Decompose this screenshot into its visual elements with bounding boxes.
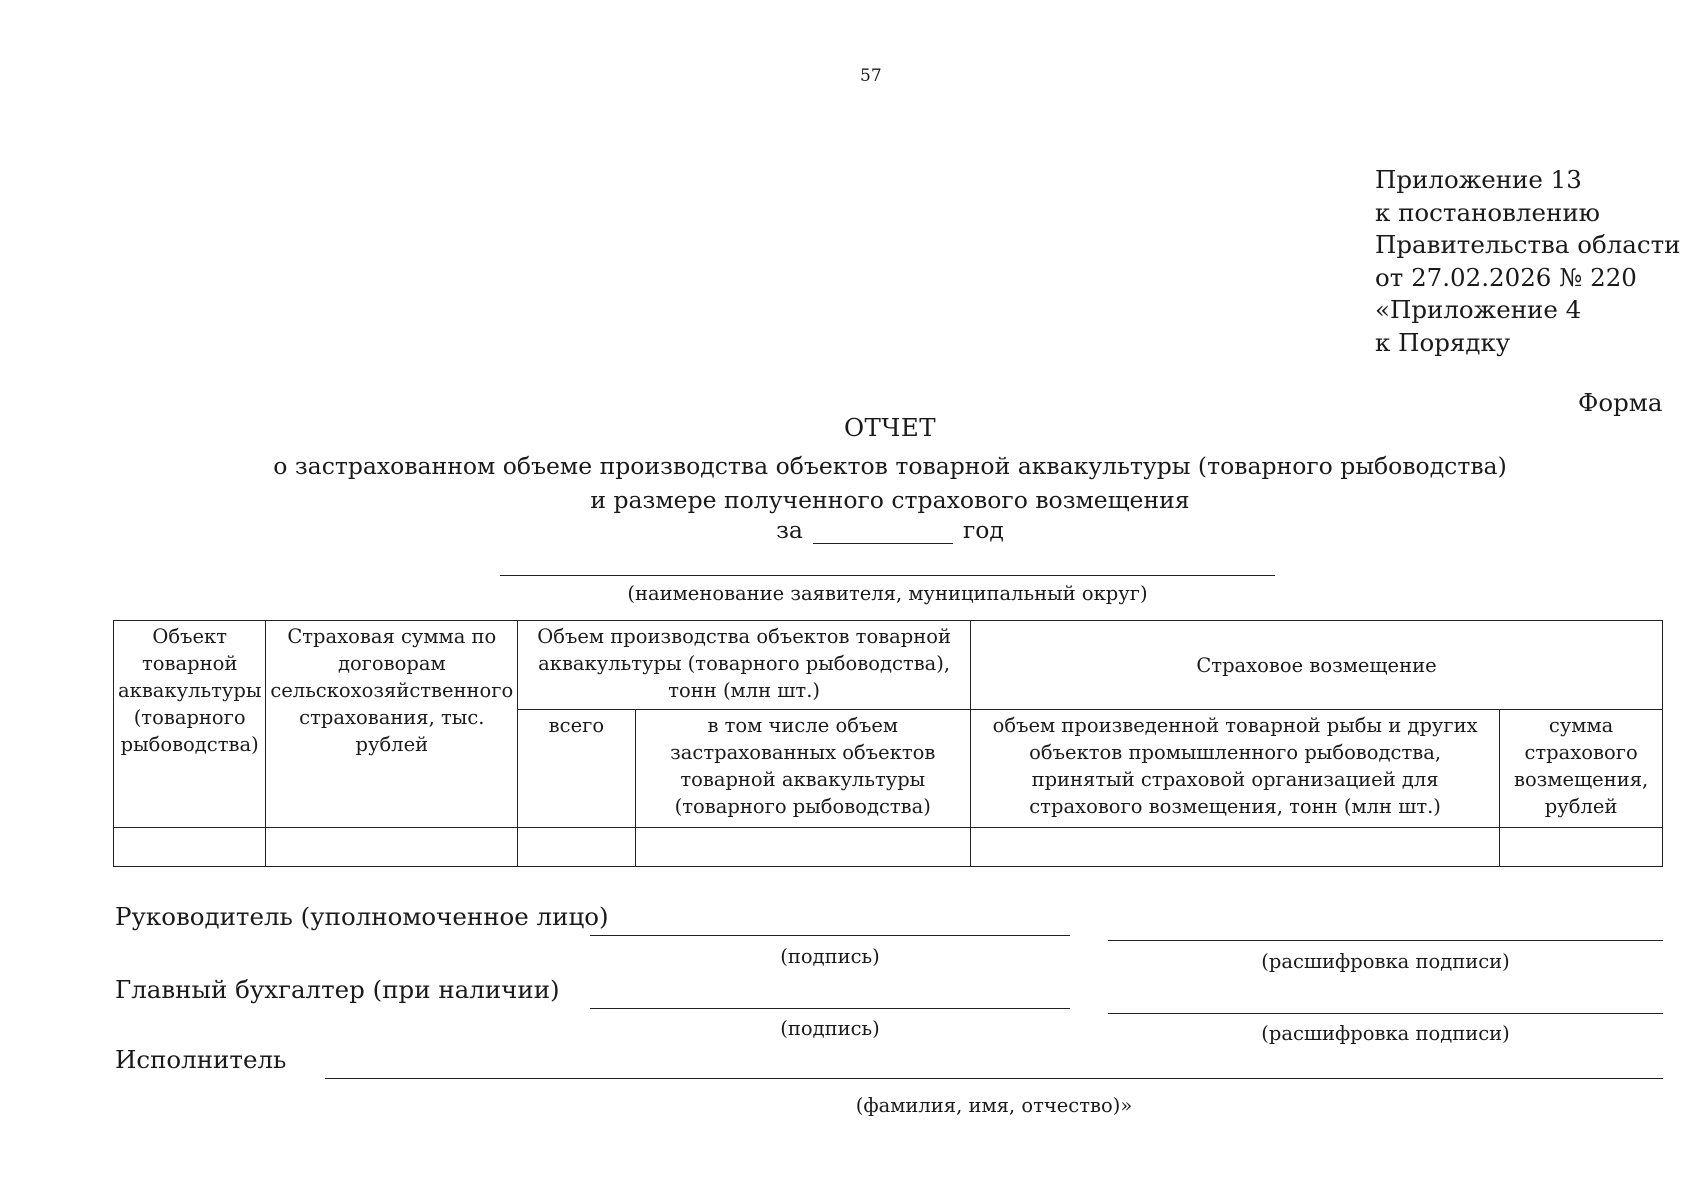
table-row xyxy=(114,828,1663,867)
head-signature-field[interactable] xyxy=(590,935,1070,936)
applicant-field[interactable] xyxy=(500,575,1275,576)
subtitle-line-2: и размере полученного страхового возмещения xyxy=(590,486,1190,514)
cell-insured-sum[interactable] xyxy=(266,828,518,867)
header-compensation-group: Страховое возмещение xyxy=(971,621,1663,710)
report-subtitle xyxy=(0,449,1697,517)
year-field[interactable] xyxy=(813,519,953,544)
head-decoding-caption: (расшифровка подписи) xyxy=(1261,950,1510,973)
appendix-line: «Приложение 4 xyxy=(1375,295,1582,324)
cell-accepted-volume[interactable] xyxy=(971,828,1500,867)
executor-fio-caption: (фамилия, имя, отчество)» xyxy=(855,1094,1133,1117)
year-suffix: год xyxy=(962,516,1004,544)
appendix-line: Приложение 13 xyxy=(1375,165,1582,194)
appendix-block xyxy=(1375,164,1680,359)
head-decoding-field[interactable] xyxy=(1108,940,1663,941)
appendix-line: Правительства области xyxy=(1375,230,1681,259)
head-label: Руководитель (уполномоченное лицо) xyxy=(115,902,609,931)
executor-fio-field[interactable] xyxy=(325,1078,1663,1079)
table-header-row xyxy=(114,621,1663,710)
cell-total[interactable] xyxy=(518,828,635,867)
executor-label: Исполнитель xyxy=(115,1045,287,1074)
accountant-signature-caption: (подпись) xyxy=(780,1017,880,1040)
report-title: ОТЧЕТ xyxy=(843,413,937,442)
appendix-line: от 27.02.2026 № 220 xyxy=(1375,262,1637,292)
header-insured-sum: Страховая сумма по договорам сельскохозяйственного страхования, тыс. рублей xyxy=(266,621,518,828)
accountant-decoding-caption: (расшифровка подписи) xyxy=(1261,1022,1510,1045)
report-table xyxy=(113,620,1663,867)
header-compensation-amount: сумма страхового возмещения, рублей xyxy=(1500,710,1663,828)
cell-insured-volume[interactable] xyxy=(635,828,971,867)
year-prefix: за xyxy=(776,516,803,544)
header-total: всего xyxy=(518,710,635,828)
form-label: Форма xyxy=(1578,388,1663,417)
accountant-label: Главный бухгалтер (при наличии) xyxy=(115,975,560,1004)
applicant-caption: (наименование заявителя, муниципальный округ) xyxy=(627,582,1148,605)
appendix-line: к Порядку xyxy=(1375,327,1511,357)
accountant-signature-field[interactable] xyxy=(590,1008,1070,1009)
head-signature-caption: (подпись) xyxy=(780,945,880,968)
header-insured-volume: в том числе объем застрахованных объектов товарной аквакультуры (товарного рыбоводства) xyxy=(635,710,971,828)
report-period xyxy=(0,516,1697,544)
subtitle-line-1: о застрахованном объеме производства объектов товарной аквакультуры (товарного рыбоводства) xyxy=(273,452,1507,480)
page-number: 57 xyxy=(860,66,882,86)
cell-compensation-amount[interactable] xyxy=(1500,828,1663,867)
appendix-line: к постановлению xyxy=(1375,197,1600,227)
accountant-decoding-field[interactable] xyxy=(1108,1013,1663,1014)
cell-object[interactable] xyxy=(114,828,266,867)
header-object: Объект товарной аквакультуры (товарного рыбоводства) xyxy=(114,621,266,828)
header-accepted-volume: объем произведенной товарной рыбы и других объектов промышленного рыбоводства, принятый страховой организацией для страхового возмещения, тонн (млн шт.) xyxy=(971,710,1500,828)
header-production-group: Объем производства объектов товарной аквакультуры (товарного рыбоводства), тонн (млн шт.) xyxy=(518,621,971,710)
